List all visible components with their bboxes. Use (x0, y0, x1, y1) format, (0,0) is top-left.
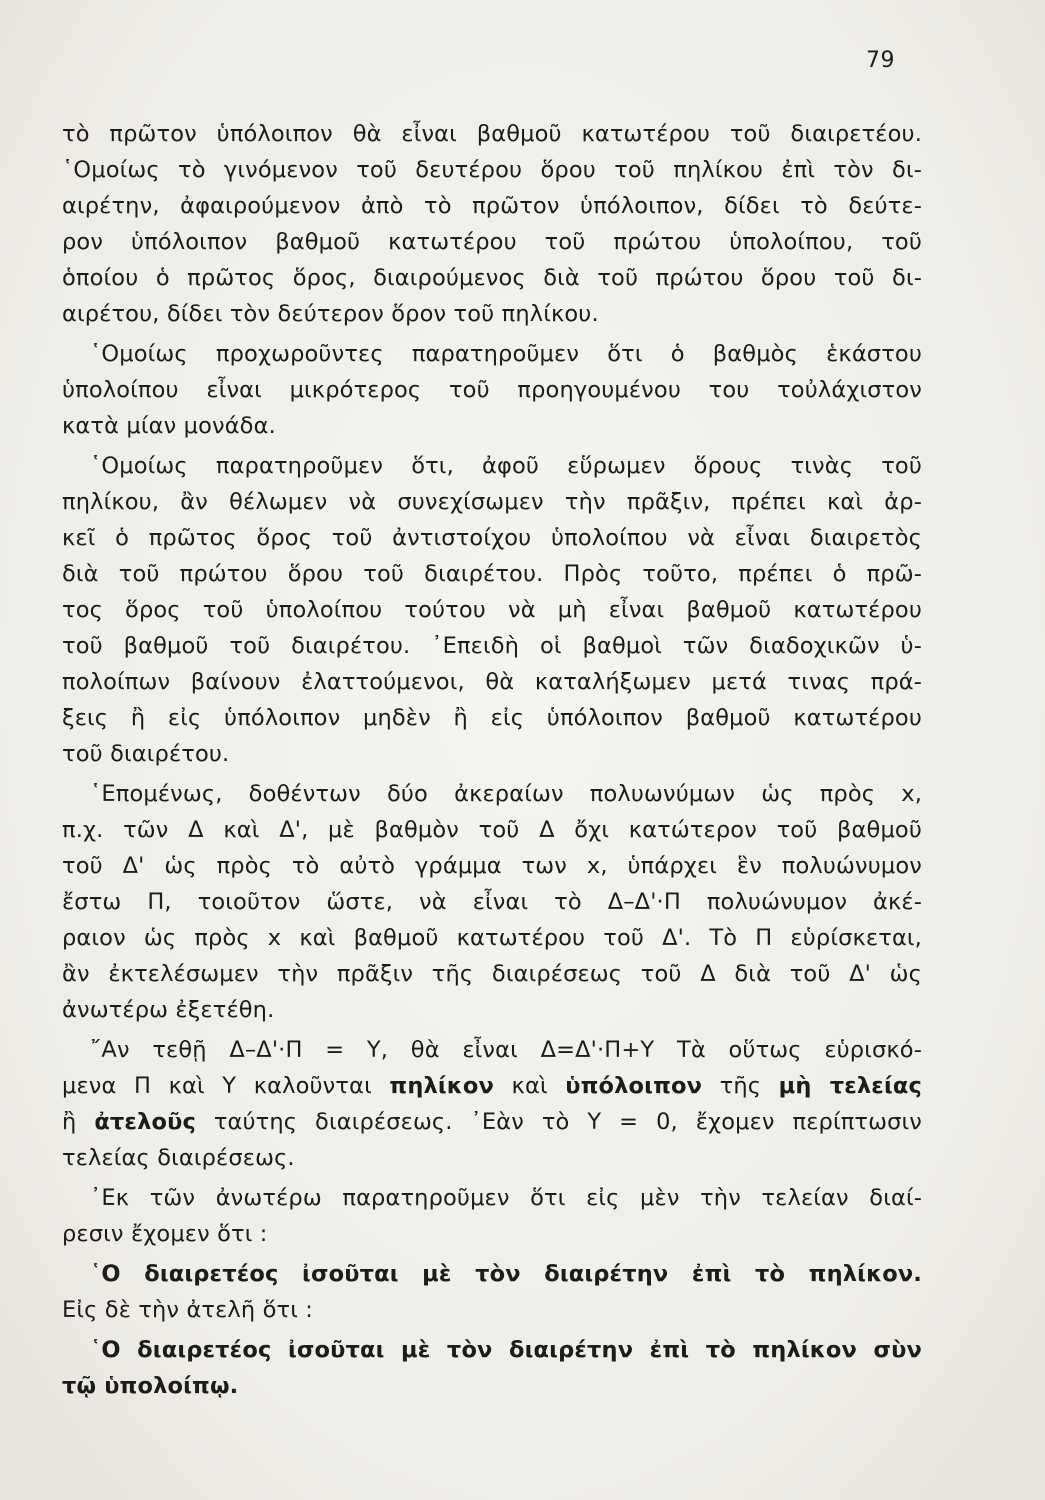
term-imperfect: μὴ τελείας (778, 1073, 922, 1099)
rule-imperfect-division: ῾Ο διαιρετέος ἰσοῦται μὲ τὸν διαιρέτην ἐπὶ τὸ πηλίκον σὺν (90, 1337, 922, 1363)
text-run: ταύτης διαιρέσεως. ᾿Εὰν τὸ Υ = 0, ἔχομεν περίπτωσιν (195, 1109, 922, 1135)
term-remainder: ὑπόλοιπον (565, 1073, 703, 1099)
text-line: κεῖ ὁ πρῶτος ὅρος τοῦ ἀντιστοίχου ὑπολοίπου νὰ εἶναι διαιρετὸς (62, 525, 922, 551)
text-line: τοῦ βαθμοῦ τοῦ διαιρέτου. ᾿Επειδὴ οἱ βαθμοὶ τῶν διαδοχικῶν ὑ- (62, 633, 922, 659)
text-line: πολοίπων βαίνουν ἐλαττούμενοι, θὰ καταλήξωμεν μετά τινας πρά- (62, 669, 922, 695)
text-line: αιρέτου, δίδει τὸν δεύτερον ὅρον τοῦ πηλίκου. (62, 301, 599, 327)
text-line: ρον ὑπόλοιπον βαθμοῦ κατωτέρου τοῦ πρώτου ὑπολοίπου, τοῦ (62, 229, 922, 255)
text-line: π.χ. τῶν Δ καὶ Δ', μὲ βαθμὸν τοῦ Δ ὄχι κατώτερον τοῦ βαθμοῦ (62, 817, 922, 843)
text-line: ὁποίου ὁ πρῶτος ὅρος, διαιρούμενος διὰ τοῦ πρώτου ὅρου τοῦ δι- (62, 265, 922, 291)
text-line: ἂν ἐκτελέσωμεν τὴν πρᾶξιν τῆς διαιρέσεως τοῦ Δ διὰ τοῦ Δ' ὡς (62, 961, 922, 987)
text-line: ραιον ὡς πρὸς x καὶ βαθμοῦ κατωτέρου τοῦ Δ'. Τὸ Π εὑρίσκεται, (62, 925, 922, 951)
text-line-with-definitions (62, 1068, 922, 1104)
text-line: κατὰ μίαν μονάδα. (62, 413, 276, 439)
text-line: ῾Ομοίως τὸ γινόμενον τοῦ δευτέρου ὅρου τοῦ πηλίκου ἐπὶ τὸν δι- (62, 157, 922, 183)
text-run: καὶ (494, 1073, 566, 1099)
text-line-with-definitions (62, 1104, 922, 1140)
text-line: ᾿Εκ τῶν ἀνωτέρω παρατηροῦμεν ὅτι εἰς μὲν τὴν τελείαν διαί- (90, 1185, 922, 1211)
text-run: ἢ (62, 1109, 95, 1135)
text-line: διὰ τοῦ πρώτου ὅρου τοῦ διαιρέτου. Πρὸς τοῦτο, πρέπει ὁ πρῶ- (62, 561, 922, 587)
text-line: τοῦ Δ' ὡς πρὸς τὸ αὐτὸ γράμμα των x, ὑπάρχει ἓν πολυώνυμον (62, 853, 922, 879)
text-line: ῎Αν τεθῇ Δ–Δ'·Π = Υ, θὰ εἶναι Δ=Δ'·Π+Υ Τὰ οὕτως εὑρισκό- (90, 1037, 922, 1063)
text-run: τῆς (702, 1073, 779, 1099)
text-line: τὸ πρῶτον ὑπόλοιπον θὰ εἶναι βαθμοῦ κατωτέρου τοῦ διαιρετέου. (62, 121, 922, 147)
text-line: Εἰς δὲ τὴν ἀτελῆ ὅτι : (62, 1297, 314, 1323)
text-line: ρεσιν ἔχομεν ὅτι : (62, 1221, 268, 1247)
page-number: 79 (866, 48, 895, 73)
text-line: ἔστω Π, τοιοῦτον ὥστε, νὰ εἶναι τὸ Δ–Δ'·Π πολυώνυμον ἀκέ- (62, 889, 922, 915)
text-line: τοῦ διαιρέτου. (62, 741, 230, 767)
text-line: ὑπολοίπου εἶναι μικρότερος τοῦ προηγουμένου του τοὐλάχιστον (62, 377, 922, 403)
text-line: ῾Ομοίως προχωροῦντες παρατηροῦμεν ὅτι ὁ βαθμὸς ἑκάστου (90, 341, 922, 367)
text-line: αιρέτην, ἀφαιρούμενον ἀπὸ τὸ πρῶτον ὑπόλοιπον, δίδει τὸ δεύτε- (62, 193, 922, 219)
text-line: τος ὅρος τοῦ ὑπολοίπου τούτου νὰ μὴ εἶναι βαθμοῦ κατωτέρου (62, 597, 922, 623)
rule-imperfect-division-end: τῷ ὑπολοίπῳ. (62, 1373, 239, 1399)
text-line: ῾Επομένως, δοθέντων δύο ἀκεραίων πολυωνύμων ὡς πρὸς x, (90, 781, 922, 807)
text-line: ῾Ομοίως παρατηροῦμεν ὅτι, ἀφοῦ εὕρωμεν ὅρους τινὰς τοῦ (90, 453, 922, 479)
text-line: ξεις ἢ εἰς ὑπόλοιπον μηδὲν ἢ εἰς ὑπόλοιπον βαθμοῦ κατωτέρου (62, 705, 922, 731)
page-body (62, 116, 922, 1404)
term-incomplete: ἀτελοῦς (94, 1109, 196, 1135)
term-quotient: πηλίκον (389, 1073, 495, 1099)
text-run: μενα Π καὶ Υ καλοῦνται (62, 1073, 390, 1099)
text-line: πηλίκου, ἂν θέλωμεν νὰ συνεχίσωμεν τὴν πρᾶξιν, πρέπει καὶ ἀρ- (62, 489, 922, 515)
text-line: τελείας διαιρέσεως. (62, 1145, 295, 1171)
text-line: ἀνωτέρω ἐξετέθη. (62, 997, 275, 1023)
rule-perfect-division: ῾Ο διαιρετέος ἰσοῦται μὲ τὸν διαιρέτην ἐπὶ τὸ πηλίκον. (90, 1261, 922, 1287)
